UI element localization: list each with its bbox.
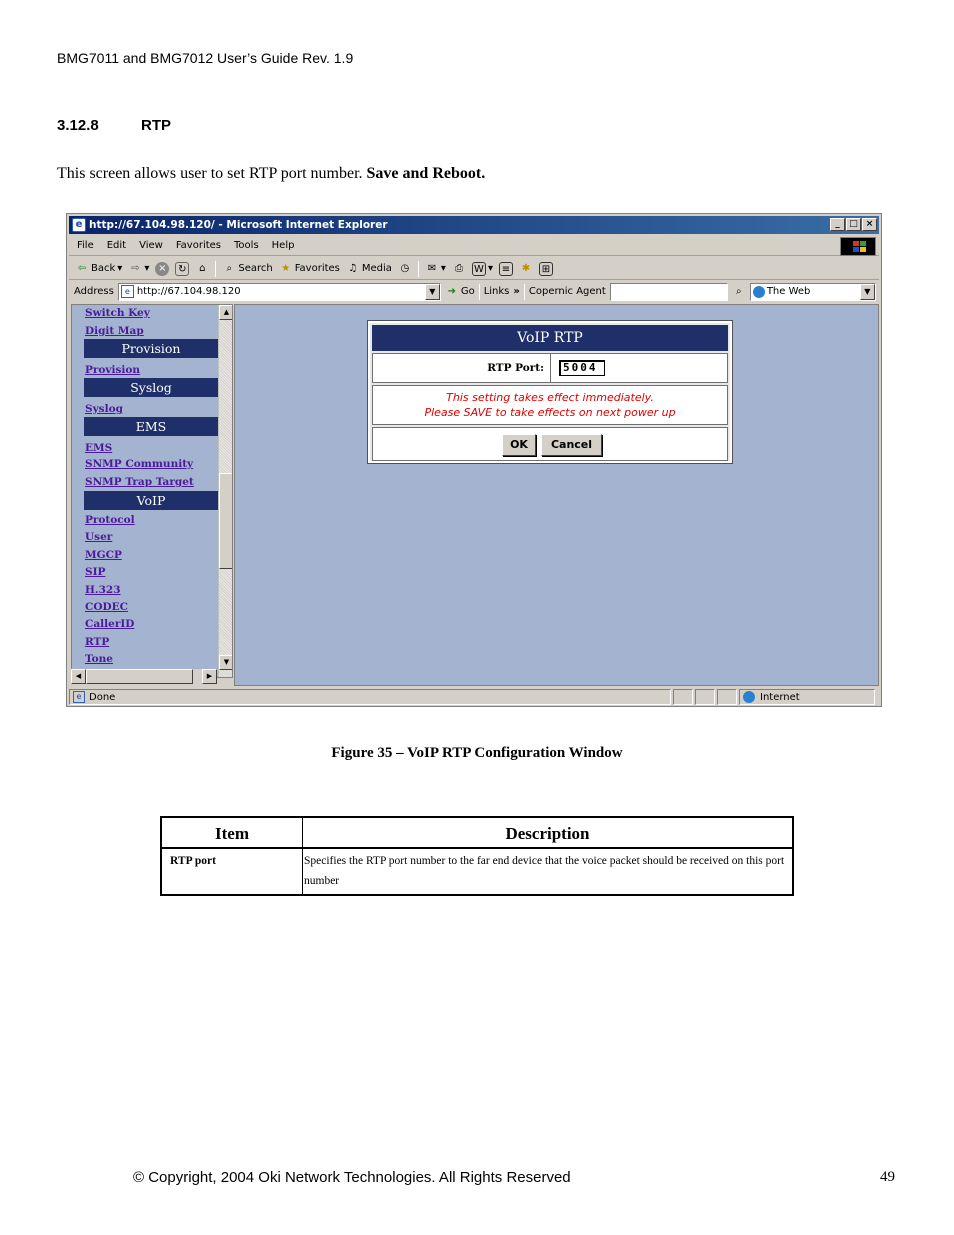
- go-button[interactable]: [445, 285, 475, 299]
- nav-link-h-323[interactable]: H.323: [85, 584, 121, 596]
- favorites-icon: ★: [281, 262, 291, 274]
- nav-link-user[interactable]: User: [85, 531, 113, 543]
- intro-bold: Save and Reboot.: [366, 165, 486, 182]
- section-number: 3.12.8: [57, 117, 99, 134]
- rtp-port-row: [372, 353, 728, 383]
- forward-button[interactable]: ⇨ ▾: [128, 262, 149, 276]
- status-cell: [673, 689, 693, 705]
- status-cell: [717, 689, 737, 705]
- nav-link-switch-key[interactable]: Switch Key: [85, 307, 150, 319]
- nav-link-callerid[interactable]: CallerID: [85, 618, 135, 630]
- windows-logo-icon: [840, 237, 876, 256]
- print-button[interactable]: [452, 262, 466, 276]
- web-scope-select[interactable]: [750, 283, 876, 301]
- nav-section-voip: VoIP: [84, 491, 218, 510]
- button-row: [372, 427, 728, 461]
- copernic-label: Copernic Agent: [528, 286, 606, 297]
- panel-title: VoIP RTP: [372, 325, 728, 351]
- nav-link-sip[interactable]: SIP: [85, 566, 106, 578]
- content-frame: [234, 304, 879, 686]
- scroll-up-icon[interactable]: ▲: [219, 305, 233, 320]
- favorites-button[interactable]: [279, 262, 340, 276]
- description-table: [160, 816, 794, 896]
- table-cell-description: Specifies the RTP port number to the far end device that the voice packet should be received on this port number: [304, 855, 785, 887]
- intro-text: This screen allows user to set RTP port number.: [57, 165, 367, 182]
- links-button[interactable]: Links: [483, 286, 510, 297]
- word-icon: W: [472, 262, 486, 276]
- toolbar-separator: [418, 261, 419, 277]
- horizontal-scrollbar[interactable]: [71, 669, 217, 684]
- figure-caption: Figure 35 – VoIP RTP Configuration Window: [331, 745, 623, 761]
- table-header-item: Item: [162, 818, 302, 849]
- nav-link-rtp[interactable]: RTP: [85, 636, 110, 648]
- address-bar: [69, 281, 879, 302]
- navigation-frame: [71, 304, 233, 678]
- section-heading: [57, 117, 171, 134]
- history-icon: ◷: [400, 262, 410, 274]
- copyright-footer: © Copyright, 2004 Oki Network Technologies. All Rights Reserved: [133, 1169, 571, 1186]
- menu-favorites[interactable]: Favorites: [175, 240, 222, 251]
- search-button[interactable]: [222, 262, 272, 276]
- minimize-icon[interactable]: _: [830, 218, 845, 231]
- back-label: Back: [91, 263, 116, 274]
- messenger-button[interactable]: [519, 262, 533, 276]
- nav-link-provision[interactable]: Provision: [85, 364, 141, 376]
- scroll-left-icon[interactable]: ◀: [71, 669, 86, 684]
- status-text: Done: [89, 691, 116, 703]
- refresh-button[interactable]: [175, 262, 189, 276]
- copernic-search-input[interactable]: [610, 283, 728, 301]
- voip-rtp-panel: [368, 321, 732, 463]
- zone-cell: [739, 689, 875, 705]
- nav-section-provision: Provision: [84, 339, 218, 358]
- message-row: [372, 385, 728, 425]
- web-scope-value: The Web: [766, 286, 811, 297]
- notice-line-2: Please SAVE to take effects on next power up: [424, 406, 676, 419]
- nav-link-tone[interactable]: Tone: [85, 653, 113, 665]
- nav-section-syslog: Syslog: [84, 378, 218, 397]
- messenger-icon: ✱: [521, 262, 531, 274]
- title-bar: [69, 216, 879, 234]
- nav-link-snmp-trap-target[interactable]: SNMP Trap Target: [85, 476, 194, 488]
- browser-window: [66, 213, 882, 707]
- address-input[interactable]: [118, 283, 441, 301]
- links-more-icon[interactable]: »: [513, 286, 520, 297]
- intro-paragraph: [57, 165, 485, 183]
- refresh-icon: ↻: [175, 262, 189, 276]
- search-icon: ⌕: [226, 262, 233, 274]
- menu-help[interactable]: Help: [271, 240, 295, 251]
- nav-link-syslog[interactable]: Syslog: [85, 403, 123, 415]
- media-label: Media: [361, 263, 392, 274]
- nav-link-digit-map[interactable]: Digit Map: [85, 325, 144, 337]
- window-controls: [830, 218, 877, 231]
- menu-tools[interactable]: Tools: [234, 240, 259, 251]
- vertical-scrollbar[interactable]: [218, 305, 233, 677]
- edit-button[interactable]: W ▾: [472, 262, 493, 276]
- close-icon[interactable]: ×: [862, 218, 877, 231]
- section-title: RTP: [141, 117, 171, 134]
- go-arrow-icon: ➜: [447, 285, 457, 297]
- ok-button[interactable]: OK: [502, 434, 536, 456]
- nav-link-protocol[interactable]: Protocol: [85, 514, 135, 526]
- magnifier-icon: ⌕: [736, 285, 742, 297]
- notice-line-1: This setting takes effect immediately.: [446, 391, 654, 404]
- nav-link-ems[interactable]: EMS: [85, 442, 113, 454]
- cancel-button[interactable]: Cancel: [541, 434, 602, 456]
- notice-message: [373, 386, 727, 420]
- web-scope-dropdown-icon[interactable]: ▼: [860, 284, 875, 300]
- stop-icon: ×: [155, 262, 169, 276]
- research-button[interactable]: [539, 262, 553, 276]
- page-done-icon: e: [73, 691, 85, 703]
- research-icon: ⊞: [539, 262, 553, 276]
- scroll-h-thumb[interactable]: [86, 669, 193, 684]
- scroll-down-icon[interactable]: ▼: [219, 655, 233, 670]
- nav-link-snmp-community[interactable]: SNMP Community: [85, 458, 194, 470]
- document-header: BMG7011 and BMG7012 User’s Guide Rev. 1.9: [57, 50, 354, 66]
- mail-button[interactable]: ✉ ▾: [425, 262, 446, 276]
- nav-link-mgcp[interactable]: MGCP: [85, 549, 122, 561]
- maximize-icon[interactable]: □: [846, 218, 861, 231]
- nav-section-ems: EMS: [84, 417, 218, 436]
- forward-arrow-icon: ⇨: [131, 262, 140, 274]
- address-dropdown-icon[interactable]: ▼: [425, 284, 440, 300]
- back-arrow-icon: ⇦: [77, 262, 87, 274]
- go-label: Go: [460, 286, 475, 297]
- nav-link-codec[interactable]: CODEC: [85, 601, 128, 613]
- ie-logo-icon: e: [72, 218, 86, 232]
- table-header-description: Description: [303, 818, 792, 849]
- scroll-thumb[interactable]: [219, 473, 233, 569]
- address-value: http://67.104.98.120: [136, 286, 241, 297]
- zone-text: Internet: [760, 691, 800, 703]
- globe-icon: [753, 286, 765, 298]
- menu-bar: [69, 236, 879, 256]
- scroll-right-icon[interactable]: ▶: [202, 669, 217, 684]
- menu-view[interactable]: View: [139, 240, 163, 251]
- page-icon: e: [121, 285, 134, 298]
- internet-globe-icon: [743, 691, 755, 703]
- status-bar: [69, 688, 879, 706]
- print-icon: ⎙: [454, 262, 463, 274]
- home-button[interactable]: [195, 262, 209, 276]
- search-label: Search: [238, 263, 273, 274]
- window-title: http://67.104.98.120/ - Microsoft Internet Explorer: [89, 219, 388, 231]
- favorites-label: Favorites: [294, 263, 340, 274]
- discuss-icon: ≡: [499, 262, 513, 276]
- status-cell: [695, 689, 715, 705]
- address-label: Address: [74, 286, 114, 297]
- history-button[interactable]: [398, 262, 412, 276]
- menu-edit[interactable]: Edit: [106, 240, 127, 251]
- copernic-search-button[interactable]: [732, 285, 746, 299]
- home-icon: ⌂: [199, 262, 206, 274]
- rtp-port-label: RTP Port:: [373, 354, 551, 382]
- back-button[interactable]: ⇦ Back ▾: [75, 262, 122, 276]
- table-cell-item: RTP port: [170, 855, 216, 867]
- status-text-cell: [69, 689, 671, 705]
- toolbar-separator: [215, 261, 216, 277]
- media-button[interactable]: [346, 262, 392, 276]
- mail-icon: ✉: [427, 262, 437, 274]
- toolbar-separator: [479, 284, 480, 300]
- stop-button[interactable]: [155, 262, 169, 276]
- page-number: 49: [880, 1169, 895, 1185]
- rtp-port-input[interactable]: 5004: [559, 360, 605, 376]
- standard-toolbar: [69, 258, 879, 280]
- media-icon: ♫: [348, 262, 358, 274]
- discuss-button[interactable]: [499, 262, 513, 276]
- menu-file[interactable]: File: [77, 240, 94, 251]
- toolbar-separator: [524, 284, 525, 300]
